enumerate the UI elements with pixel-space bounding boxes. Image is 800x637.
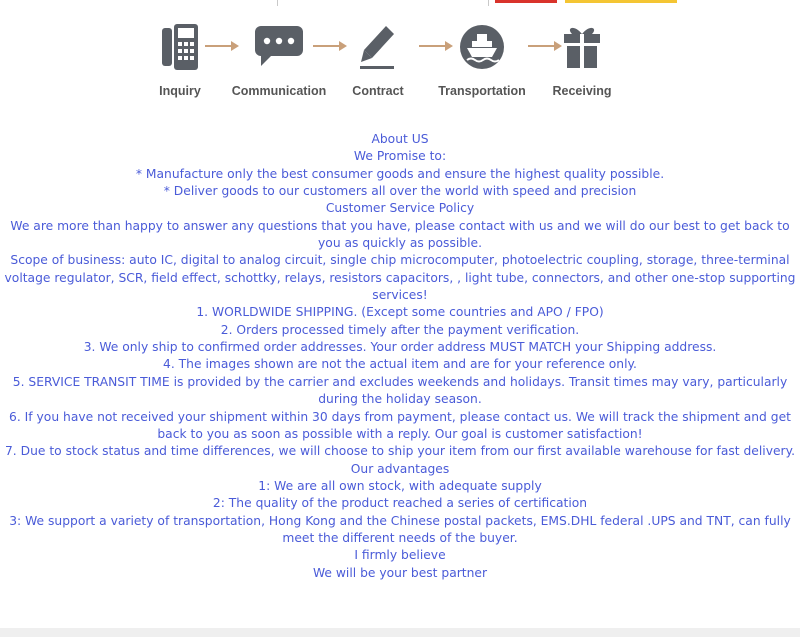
policy-item: 5. SERVICE TRANSIT TIME is provided by the carrier and excludes weekends and holidays. Transit times may vary, particularly during the holiday season. xyxy=(12,374,788,407)
process-step-inquiry xyxy=(130,22,230,98)
advantage-item: 3: We support a variety of transportation, Hong Kong and the Chinese postal packets, EMS.DHL federal .UPS and TNT, can fully meet the different needs of the buyer. xyxy=(9,513,791,545)
chat-bubble-icon xyxy=(251,22,307,72)
closing-line: I firmly believe xyxy=(354,548,446,563)
top-banner-strip xyxy=(0,0,800,4)
policy-item: 3. We only ship to confirmed order addresses. Your order address MUST MATCH your Shipping address. xyxy=(83,340,717,355)
promise-item: * Deliver goods to our customers all over the world with speed and precision xyxy=(163,184,637,199)
promise-item: * Manufacture only the best consumer goods and ensure the highest quality possible. xyxy=(135,166,665,181)
section-heading-customer-service: Customer Service Policy xyxy=(325,201,475,216)
section-heading-advantages: Our advantages xyxy=(350,461,450,476)
section-heading-about-us: About US xyxy=(371,132,429,146)
process-step-label: Inquiry xyxy=(159,84,201,98)
store-policy-text xyxy=(0,131,800,582)
process-step-label: Contract xyxy=(352,84,404,98)
policy-item: 4. The images shown are not the actual item and are for your reference only. xyxy=(163,357,637,372)
customer-service-text: We are more than happy to answer any questions that you have, please contact with us and we will do our best to get back to you as quickly as possible. xyxy=(10,218,790,251)
process-step-label: Receiving xyxy=(552,84,612,98)
process-step-label: Communication xyxy=(231,84,327,98)
process-step-label: Transportation xyxy=(438,84,526,98)
process-step-communication xyxy=(229,22,329,98)
scope-of-business-text: Scope of business: auto IC, digital to analog circuit, single chip microcomputer, photoelectric coupling, storage, three-terminal voltage regulator, SCR, field effect, schottky, relays, resistors capacitors, , light tube, connectors, and other one-stop supporting services! xyxy=(4,253,796,303)
policy-item: 2. Orders processed timely after the payment verification. xyxy=(220,322,580,337)
policy-item: 1. WORLDWIDE SHIPPING. (Except some countries and APO / FPO) xyxy=(196,305,604,320)
pencil-icon xyxy=(356,22,400,72)
divider xyxy=(277,0,278,6)
ship-icon xyxy=(457,22,507,72)
closing-line: We will be your best partner xyxy=(312,565,488,580)
divider xyxy=(488,0,489,6)
advantage-item: 1: We are all own stock, with adequate supply xyxy=(258,478,542,493)
policy-item: 6. If you have not received your shipment within 30 days from payment, please contact us. We will track the shipment and get back to you as soon as possible with a reply. Our goal is customer satisfaction! xyxy=(9,409,791,441)
banner-yellow-bar xyxy=(565,0,677,3)
process-step-transportation xyxy=(432,22,532,98)
order-process-flow xyxy=(145,22,625,100)
page-footer-strip xyxy=(0,628,800,637)
promise-heading: We Promise to: xyxy=(353,149,447,164)
process-step-contract xyxy=(328,22,428,98)
policy-item: 7. Due to stock status and time differences, we will choose to ship your item from our first available warehouse for fast delivery. xyxy=(4,444,796,459)
process-step-receiving xyxy=(532,22,632,98)
telephone-icon xyxy=(160,22,200,72)
banner-red-bar xyxy=(495,0,557,3)
gift-icon xyxy=(560,22,604,72)
advantage-item: 2: The quality of the product reached a series of certification xyxy=(212,496,588,511)
